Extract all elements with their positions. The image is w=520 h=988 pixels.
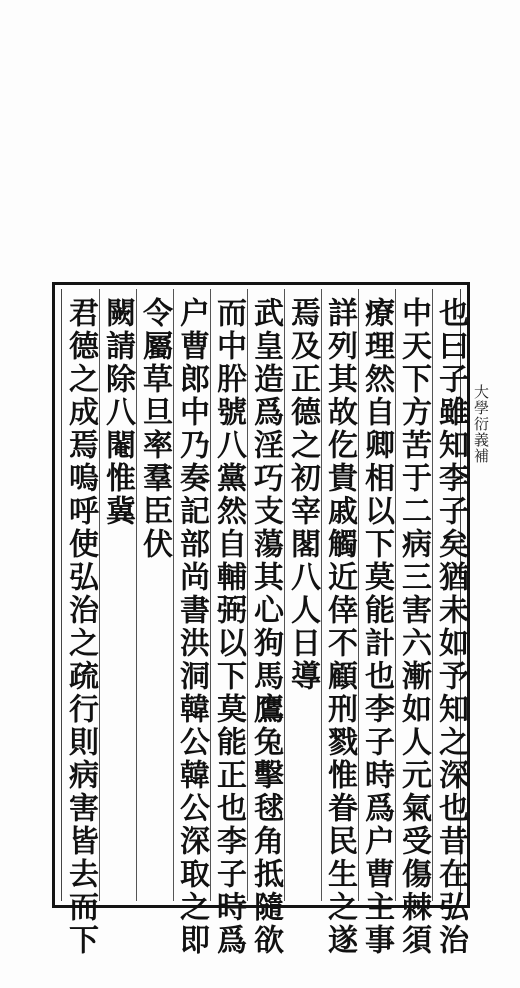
- text-column-5: 焉及正德之初宰閣八人日導: [285, 297, 320, 693]
- text-column-6: 武皇造爲淫巧支蕩其心狗馬鷹兔擊毬角抵隨欲: [248, 297, 283, 957]
- text-column-11: 君德之成焉嗚呼使弘治之疏行則病害皆去而下: [63, 297, 98, 957]
- text-column-3: 療理然自卿相以下莫能計也李子時爲户曹主事: [359, 297, 394, 957]
- margin-title: 大學衍義補: [472, 384, 490, 464]
- text-block: [52, 282, 470, 957]
- text-column-4: 詳列其故仡貴戚觸近倖不顧刑戮惟眷民生之遂: [322, 297, 357, 957]
- text-column-10: 闕請除八閹惟冀: [100, 297, 135, 528]
- text-column-9: 令屬草旦率羣臣伏: [137, 297, 172, 561]
- text-column-1: 也曰子雖知李子矣猶未如予知之深也昔在弘治: [433, 297, 468, 957]
- text-column-8: 户曹郎中乃奏記部尚書洪洞韓公韓公深取之即: [174, 297, 209, 957]
- text-column-2: 中天下方苦于二病三害六漸如人元氣受傷棘須: [396, 297, 431, 957]
- text-frame: [61, 289, 468, 957]
- text-column-7: 而中肸號八黨然自輔弼以下莫能正也李子時爲: [211, 297, 246, 957]
